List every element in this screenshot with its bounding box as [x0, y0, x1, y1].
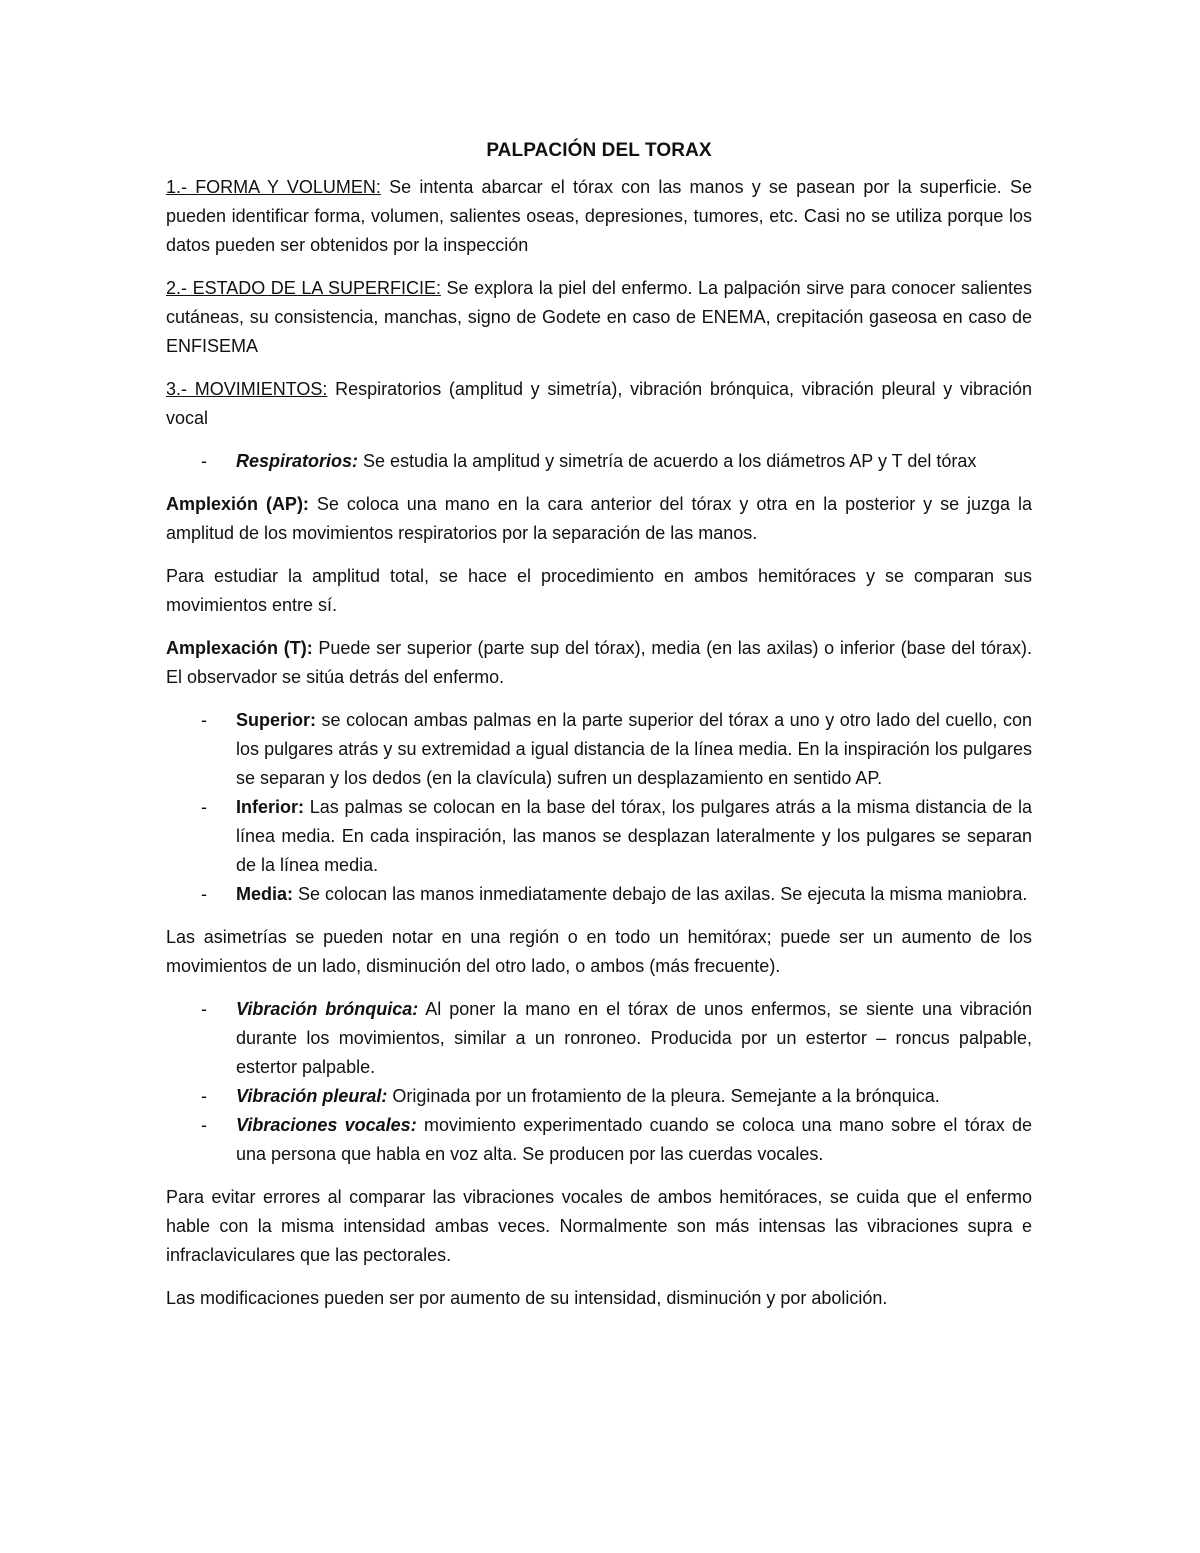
dash-bullet: -: [201, 1086, 207, 1106]
dash-bullet: -: [201, 999, 207, 1019]
dash-bullet: -: [201, 884, 207, 904]
list-item: [166, 793, 1032, 880]
heading-estado-superficie: 2.- ESTADO DE LA SUPERFICIE:: [166, 278, 441, 298]
label-amplexacion: Amplexación (T):: [166, 638, 313, 658]
text-vibracion-bronquica: Al poner la mano en el tórax de unos enfermos, se siente una vibración durante los movimientos, similar a un ronroneo. Producida por un estertor – roncus palpable, estertor palpable.: [236, 999, 1032, 1077]
text-media: Se colocan las manos inmediatamente debajo de las axilas. Se ejecuta la misma maniobra.: [293, 884, 1028, 904]
dash-bullet: -: [201, 710, 207, 730]
list-item: [166, 447, 1032, 476]
text-vibraciones-vocales: movimiento experimentado cuando se coloca una mano sobre el tórax de una persona que habla en voz alta. Se producen por las cuerdas vocales.: [236, 1115, 1032, 1164]
label-respiratorios: Respiratorios:: [236, 451, 359, 471]
text-amplexacion: Puede ser superior (parte sup del tórax), media (en las axilas) o inferior (base del tórax). El observador se sitúa detrás del enfermo.: [166, 638, 1033, 687]
paragraph-asimetrias: Las asimetrías se pueden notar en una región o en todo un hemitórax; puede ser un aumento de los movimientos de un lado, disminución del otro lado, o ambos (más frecuente).: [166, 927, 1032, 976]
text-movimientos: Respiratorios (amplitud y simetría), vibración brónquica, vibración pleural y vibración vocal: [166, 379, 1032, 428]
text-vibracion-pleural: Originada por un frotamiento de la pleura. Semejante a la brónquica.: [387, 1086, 940, 1106]
label-media: Media:: [236, 884, 294, 904]
paragraph-evitar-errores: Para evitar errores al comparar las vibraciones vocales de ambos hemitóraces, se cuida que el enfermo hable con la misma intensidad ambas veces. Normalmente son más intensas las vibraciones supra e infraclaviculares que las pectorales.: [166, 1187, 1032, 1265]
text-superior: se colocan ambas palmas en la parte superior del tórax a uno y otro lado del cuello, con los pulgares atrás y su extremidad a igual distancia de la línea media. En la inspiración los pulgares se separan y los dedos (en la clavícula) sufren un desplazamiento en sentido AP.: [236, 710, 1032, 788]
paragraph-amplexion: [166, 490, 1032, 548]
list-item: [166, 706, 1032, 793]
paragraph-estado-superficie: [166, 274, 1032, 361]
text-respiratorios: Se estudia la amplitud y simetría de acuerdo a los diámetros AP y T del tórax: [358, 451, 977, 471]
label-vibracion-pleural: Vibración pleural:: [236, 1086, 388, 1106]
label-superior: Superior:: [236, 710, 317, 730]
label-vibracion-bronquica: Vibración brónquica:: [236, 999, 419, 1019]
heading-movimientos: 3.- MOVIMIENTOS:: [166, 379, 328, 399]
text-estado-superficie: Se explora la piel del enfermo. La palpación sirve para conocer salientes cutáneas, su consistencia, manchas, signo de Godete en caso de ENEMA, crepitación gaseosa en caso de ENFISEMA: [166, 278, 1033, 356]
paragraph-amplexacion: [166, 634, 1032, 692]
label-inferior: Inferior:: [236, 797, 305, 817]
label-vibraciones-vocales: Vibraciones vocales:: [236, 1115, 417, 1135]
list-item: [166, 995, 1032, 1082]
document-title: PALPACIÓN DEL TORAX: [486, 140, 712, 161]
document-page: [166, 136, 1032, 1327]
list-amplexacion: [166, 706, 1032, 909]
text-amplexion: Se coloca una mano en la cara anterior del tórax y otra en la posterior y se juzga la amplitud de los movimientos respiratorios por la separación de las manos.: [166, 494, 1032, 543]
paragraph-forma-volumen: [166, 173, 1032, 260]
list-item: [166, 880, 1032, 909]
paragraph-modificaciones: Las modificaciones pueden ser por aumento de su intensidad, disminución y por abolición.: [166, 1288, 888, 1308]
dash-bullet: -: [201, 451, 207, 471]
list-item: [166, 1111, 1032, 1169]
label-amplexion: Amplexión (AP):: [166, 494, 309, 514]
list-vibraciones: [166, 995, 1032, 1169]
list-respiratorios: [166, 447, 1032, 476]
dash-bullet: -: [201, 1115, 207, 1135]
text-inferior: Las palmas se colocan en la base del tórax, los pulgares atrás a la misma distancia de la línea media. En cada inspiración, las manos se desplazan lateralmente y los pulgares se separan de la línea media.: [236, 797, 1032, 875]
paragraph-movimientos: [166, 375, 1032, 433]
text-forma-volumen: Se intenta abarcar el tórax con las manos y se pasean por la superficie. Se pueden identificar forma, volumen, salientes oseas, depresiones, tumores, etc. Casi no se utiliza porque los datos pueden ser obtenidos por la inspección: [166, 177, 1032, 255]
dash-bullet: -: [201, 797, 207, 817]
paragraph-amplitud-total: Para estudiar la amplitud total, se hace el procedimiento en ambos hemitóraces y se comparan sus movimientos entre sí.: [166, 566, 1032, 615]
heading-forma-volumen: 1.- FORMA Y VOLUMEN:: [166, 177, 381, 197]
list-item: [166, 1082, 1032, 1111]
